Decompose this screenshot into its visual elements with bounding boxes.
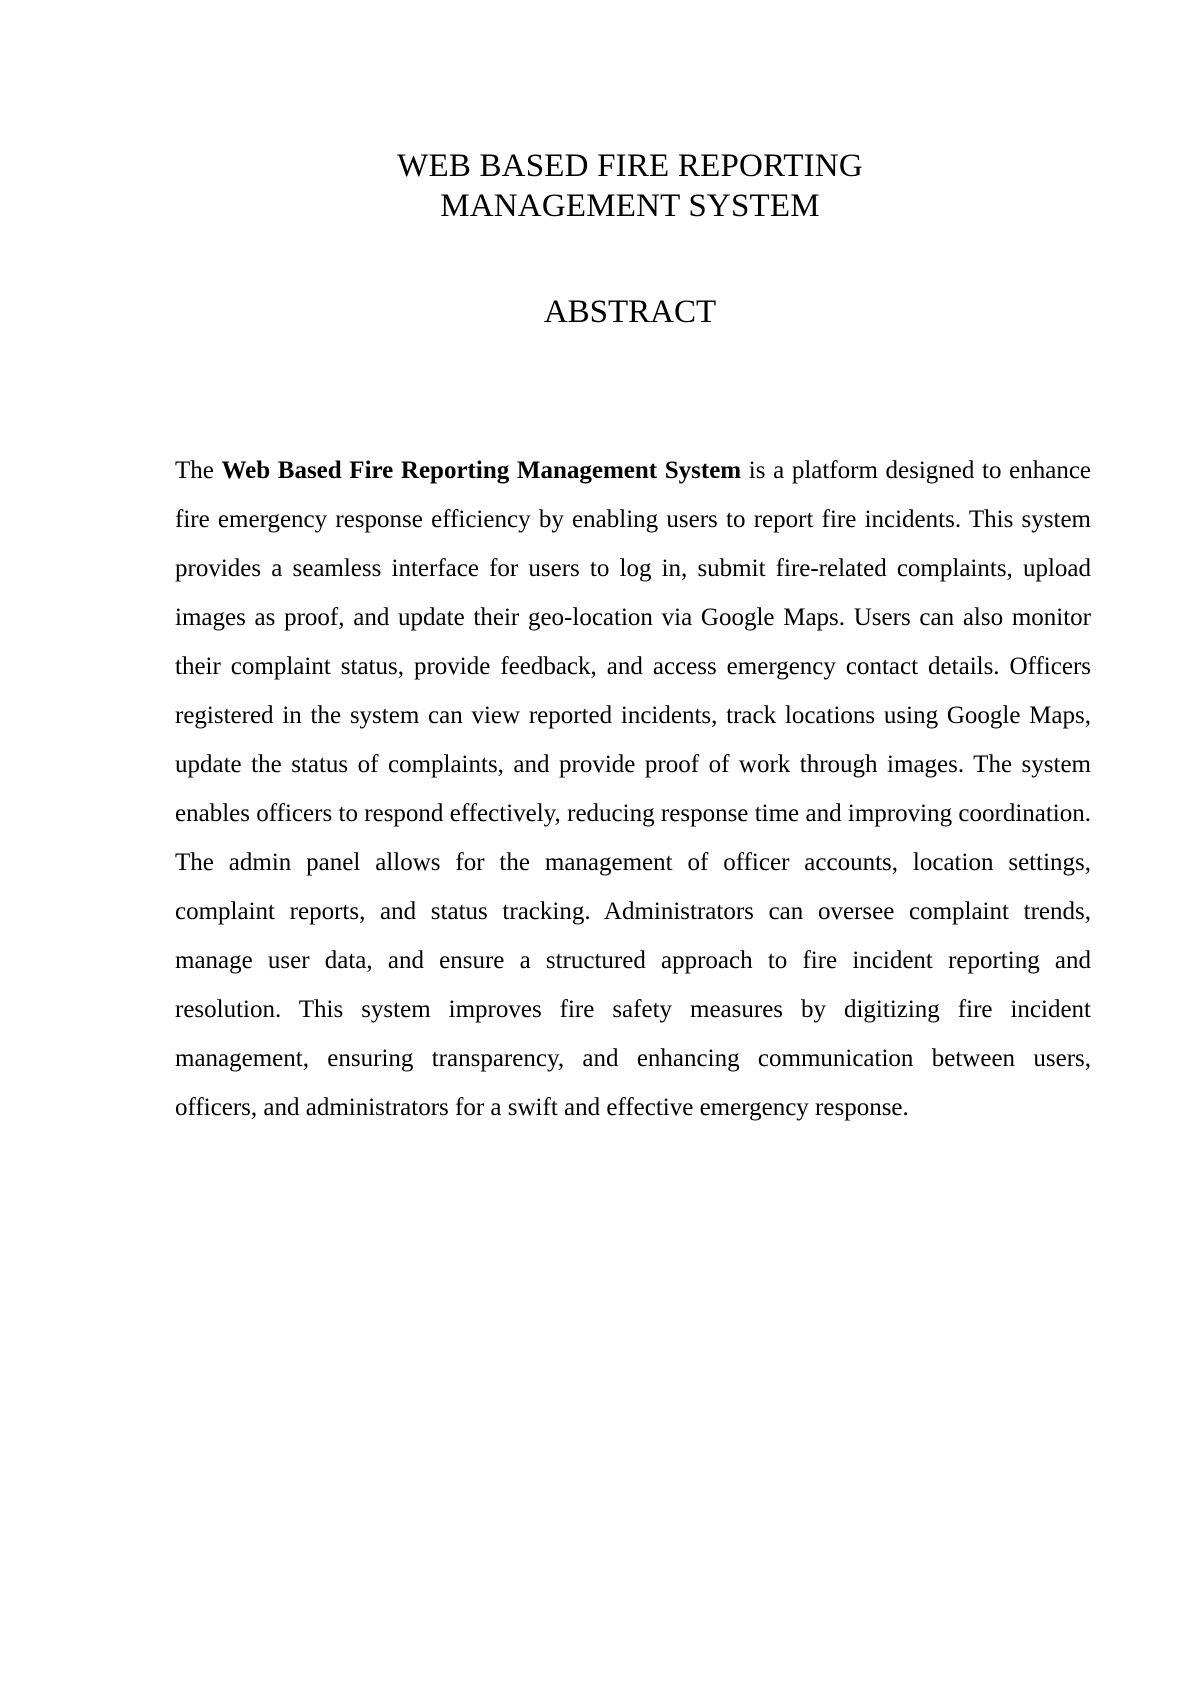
title-line-1: WEB BASED FIRE REPORTING [397, 148, 863, 184]
document-title [0, 146, 1200, 226]
abstract-lead: The [175, 457, 222, 484]
abstract-paragraph [175, 446, 1091, 1132]
abstract-heading: ABSTRACT [543, 294, 717, 330]
title-line-2: MANAGEMENT SYSTEM [440, 188, 820, 224]
abstract-system-name: Web Based Fire Reporting Management System [221, 457, 742, 484]
abstract-body-text: is a platform designed to enhance fire emergency response efficiency by enabling users to report fire incidents. This system provides a seamless interface for users to log in, submit fire-related complaints, upload images as proof, and update their geo-location via Google Maps. Users can also monitor their complaint status, provide feedback, and access emergency contact details. Officers registered in the system can view reported incidents, track locations using Google Maps, update the status of complaints, and provide proof of work through images. The system enables officers to respond effectively, reducing response time and improving coordination. The admin panel allows for the management of officer accounts, location settings, complaint reports, and status tracking. Administrators can oversee complaint trends, manage user data, and ensure a structured approach to fire incident reporting and resolution. This system improves fire safety measures by digitizing fire incident management, ensuring transparency, and enhancing communication between users, officers, and administrators for a swift and effective emergency response. [175, 457, 1092, 1121]
